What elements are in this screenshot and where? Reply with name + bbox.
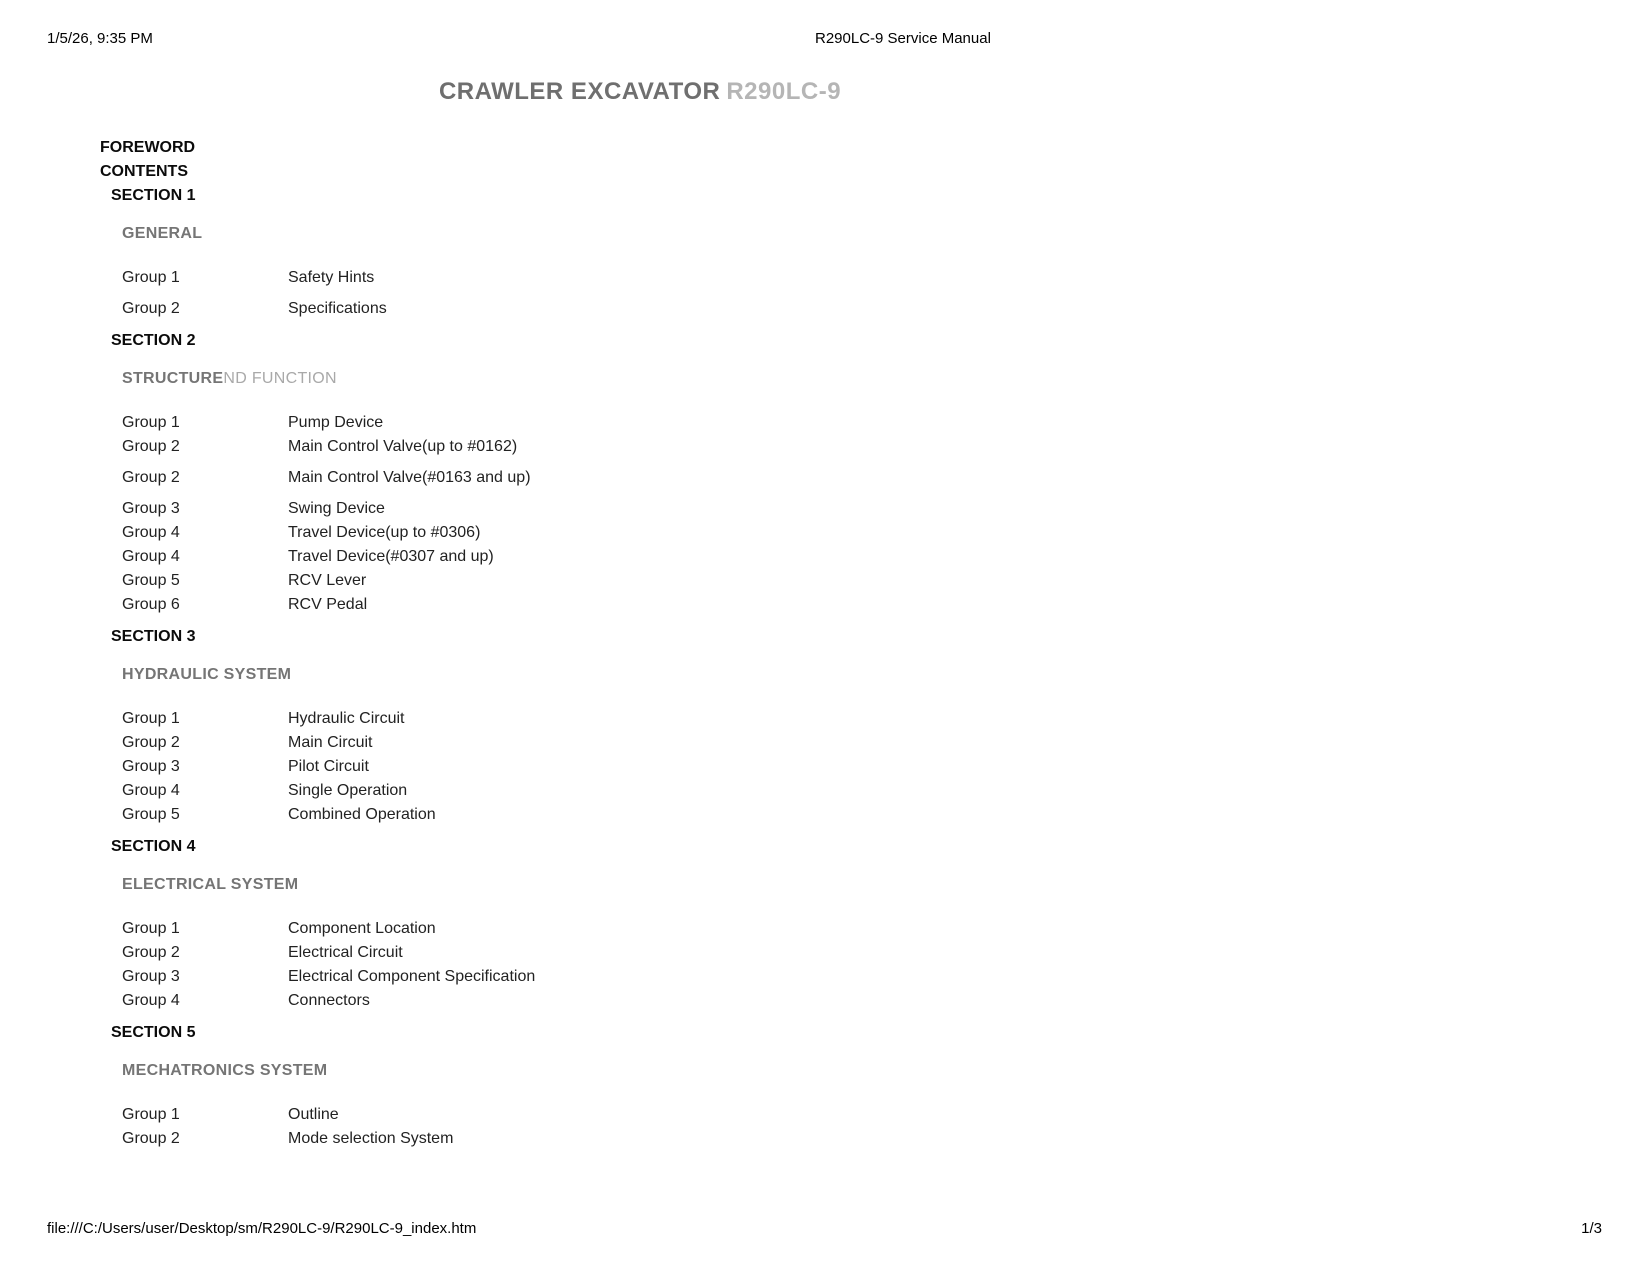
toc-group-row [122, 1103, 1180, 1127]
toc-group-row [122, 593, 1180, 617]
toc-group-row [122, 917, 1180, 941]
section-heading [122, 663, 1180, 687]
group-title-link[interactable]: Travel Device(up to #0306) [288, 524, 481, 541]
group-number: Group 1 [122, 710, 180, 727]
group-title-link[interactable]: Swing Device [288, 500, 385, 517]
toc-section [100, 1021, 1180, 1151]
group-title-link[interactable]: Main Control Valve(#0163 and up) [288, 469, 531, 486]
table-of-contents [100, 136, 1180, 1151]
toc-group-row [122, 411, 1180, 435]
document-title-model: R290LC-9 [726, 78, 842, 105]
group-number: Group 1 [122, 414, 180, 431]
group-number: Group 1 [122, 1106, 180, 1123]
section-label[interactable]: SECTION 4 [111, 838, 196, 855]
section-heading-text: GENERAL [122, 225, 203, 242]
group-number: Group 2 [122, 300, 180, 317]
toc-group-row [122, 965, 1180, 989]
page-content [100, 78, 1180, 1151]
group-number: Group 6 [122, 596, 180, 613]
section-label[interactable]: SECTION 3 [111, 628, 196, 645]
toc-group-row [122, 1127, 1180, 1151]
group-number: Group 2 [122, 734, 180, 751]
section-groups [100, 1103, 1180, 1151]
group-title-link[interactable]: Main Circuit [288, 734, 373, 751]
section-label[interactable]: SECTION 5 [111, 1024, 196, 1041]
group-number: Group 3 [122, 968, 180, 985]
toc-group-row [122, 297, 1180, 321]
document-title [100, 78, 1180, 106]
toc-section [100, 625, 1180, 827]
toc-group-row [122, 497, 1180, 521]
section-label[interactable]: SECTION 2 [111, 332, 196, 349]
toc-link-foreword[interactable]: FOREWORD [100, 139, 196, 156]
group-number: Group 4 [122, 524, 180, 541]
group-title-link[interactable]: Specifications [288, 300, 387, 317]
group-number: Group 2 [122, 438, 180, 455]
section-heading-text: ELECTRICAL SYSTEM [122, 876, 299, 893]
group-title-link[interactable]: Component Location [288, 920, 436, 937]
section-heading-text: STRUCTURE [122, 370, 224, 387]
group-number: Group 4 [122, 548, 180, 565]
toc-group-row [122, 545, 1180, 569]
toc-group-row [122, 266, 1180, 290]
group-title-link[interactable]: Hydraulic Circuit [288, 710, 405, 727]
section-heading-text: HYDRAULIC SYSTEM [122, 666, 292, 683]
toc-section [100, 329, 1180, 617]
section-heading-text: MECHATRONICS SYSTEM [122, 1062, 328, 1079]
group-title-link[interactable]: Mode selection System [288, 1130, 454, 1147]
group-number: Group 1 [122, 269, 180, 286]
toc-group-row [122, 521, 1180, 545]
group-title-link[interactable]: Electrical Component Specification [288, 968, 536, 985]
group-title-link[interactable]: RCV Lever [288, 572, 367, 589]
section-heading [122, 367, 1180, 391]
group-title-link[interactable]: Combined Operation [288, 806, 436, 823]
group-number: Group 1 [122, 920, 180, 937]
group-number: Group 4 [122, 782, 180, 799]
group-number: Group 2 [122, 944, 180, 961]
print-header-doc-title: R290LC-9 Service Manual [815, 30, 991, 47]
print-footer-page-number: 1/3 [1581, 1220, 1602, 1237]
print-footer-url: file:///C:/Users/user/Desktop/sm/R290LC-9/R290LC-9_index.htm [47, 1220, 477, 1237]
toc-group-row [122, 731, 1180, 755]
toc-group-row [122, 707, 1180, 731]
print-header-datetime: 1/5/26, 9:35 PM [47, 30, 153, 47]
group-number: Group 2 [122, 1130, 180, 1147]
group-number: Group 2 [122, 469, 180, 486]
section-heading [122, 873, 1180, 897]
group-title-link[interactable]: Pilot Circuit [288, 758, 369, 775]
group-title-link[interactable]: Single Operation [288, 782, 408, 799]
group-title-link[interactable]: Safety Hints [288, 269, 375, 286]
group-title-link[interactable]: Outline [288, 1106, 339, 1123]
section-heading-suffix: ND FUNCTION [223, 370, 337, 387]
group-number: Group 5 [122, 572, 180, 589]
toc-section [100, 184, 1180, 321]
section-label[interactable]: SECTION 1 [111, 187, 196, 204]
toc-group-row [122, 435, 1180, 459]
section-groups [100, 411, 1180, 617]
group-number: Group 3 [122, 500, 180, 517]
group-number: Group 4 [122, 992, 180, 1009]
group-number: Group 5 [122, 806, 180, 823]
toc-section [100, 835, 1180, 1013]
section-heading [122, 222, 1180, 246]
group-title-link[interactable]: Travel Device(#0307 and up) [288, 548, 494, 565]
group-title-link[interactable]: Connectors [288, 992, 370, 1009]
section-groups [100, 707, 1180, 827]
toc-group-row [122, 803, 1180, 827]
group-title-link[interactable]: Pump Device [288, 414, 384, 431]
section-groups [100, 917, 1180, 1013]
toc-group-row [122, 755, 1180, 779]
toc-group-row [122, 989, 1180, 1013]
section-groups [100, 266, 1180, 321]
section-heading [122, 1059, 1180, 1083]
group-number: Group 3 [122, 758, 180, 775]
group-title-link[interactable]: Electrical Circuit [288, 944, 403, 961]
toc-group-row [122, 941, 1180, 965]
toc-group-row [122, 466, 1180, 490]
toc-group-row [122, 779, 1180, 803]
group-title-link[interactable]: RCV Pedal [288, 596, 368, 613]
toc-group-row [122, 569, 1180, 593]
toc-link-contents[interactable]: CONTENTS [100, 163, 188, 180]
document-title-main: CRAWLER EXCAVATOR [438, 78, 721, 105]
group-title-link[interactable]: Main Control Valve(up to #0162) [288, 438, 518, 455]
